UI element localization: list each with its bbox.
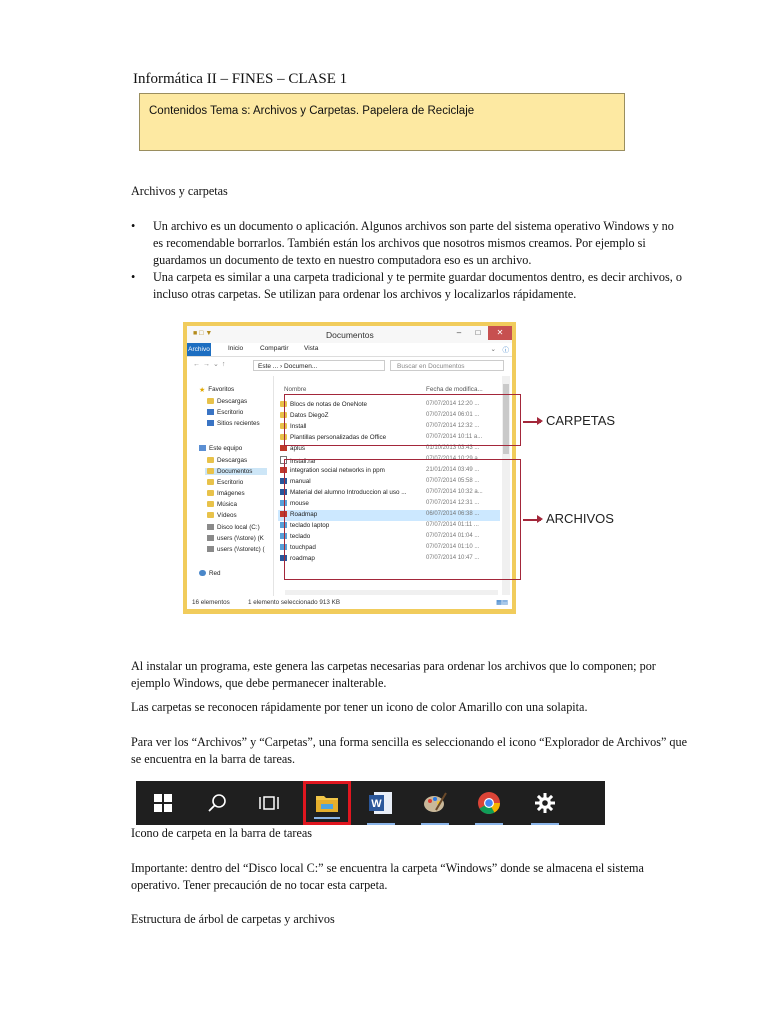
tab-inicio[interactable]: Inicio — [228, 345, 244, 352]
network-drive-icon — [207, 535, 214, 541]
search-input[interactable]: Buscar en Documentos — [390, 360, 504, 371]
window-title: Documentos — [326, 330, 374, 340]
tab-vista[interactable]: Vista — [304, 345, 319, 352]
folder-icon — [207, 512, 214, 518]
file-explorer-icon[interactable] — [303, 781, 351, 825]
files-highlight-box — [284, 459, 521, 580]
list-item[interactable]: touchpad 07/07/2014 01:10 ... — [278, 543, 500, 554]
folder-icon — [207, 398, 214, 404]
windows-start-icon[interactable] — [141, 781, 185, 825]
list-item[interactable]: Install.rar 07/07/2014 10:29 a... — [278, 455, 500, 466]
ribbon-tabs — [187, 343, 512, 357]
nav-item-este-equipo[interactable]: Este equipo — [199, 445, 242, 452]
arrow-right-icon — [523, 519, 541, 521]
taskbar-screenshot — [136, 781, 605, 825]
nav-item-escritorio-pc[interactable]: Escritorio — [207, 479, 243, 486]
document-title: Informática II – FINES – CLASE 1 — [133, 71, 348, 87]
nav-item-descargas[interactable]: Descargas — [207, 398, 247, 405]
list-item[interactable]: Datos DiegoZ 07/07/2014 06:01 ... — [278, 411, 500, 422]
column-header-date[interactable]: Fecha de modifica... — [426, 386, 483, 393]
section-heading: Archivos y carpetas — [131, 184, 228, 198]
nav-item-escritorio[interactable]: Escritorio — [207, 409, 243, 416]
star-icon: ★ — [199, 387, 206, 394]
view-toggle-icon[interactable]: ▦▤ — [496, 599, 508, 606]
nav-item-users-store[interactable]: users (\\store) (K — [207, 535, 264, 542]
minimize-button[interactable]: – — [456, 328, 462, 337]
contents-text: Contenidos Tema s: Archivos y Carpetas. Papelera de Reciclaje — [149, 105, 475, 117]
svg-text:W: W — [371, 798, 382, 810]
folder-icon — [207, 501, 214, 507]
list-item[interactable]: aplus 01/10/2013 03:43 ... — [278, 444, 500, 455]
task-view-icon[interactable] — [247, 781, 291, 825]
nav-item-sitios-recientes[interactable]: Sitios recientes — [207, 420, 260, 427]
important-paragraph: Importante: dentro del “Disco local C:” se encuentra la carpeta “Windows” donde se almacena el sistema operativo. Tener precaución de no tocar esta carpeta. — [131, 861, 644, 892]
settings-gear-icon[interactable] — [523, 781, 567, 825]
navigation-pane — [187, 376, 274, 596]
arrow-right-icon — [523, 421, 541, 423]
chrome-icon[interactable] — [467, 781, 511, 825]
list-item[interactable]: teclado laptop 07/07/2014 01:11 ... — [278, 521, 500, 532]
folder-icon — [207, 490, 214, 496]
bullet-list — [131, 218, 683, 303]
folder-icon — [207, 457, 214, 463]
bullet-item: • Un archivo es un documento o aplicación. Algunos archivos son parte del sistema operativo Windows y no es recomendable borrarlos. También están los archivos que nosotros mismos creamos. Por ejemplo si guardamos un documento de texto en nuestro computadora eso es un archivo. — [131, 218, 683, 269]
network-icon — [199, 570, 206, 576]
chevron-down-icon[interactable]: ⌄ — [490, 346, 496, 353]
status-bar — [187, 596, 512, 609]
list-item[interactable]: Material del alumno Introduccion al uso ... 07/07/2014 10:32 a... — [278, 488, 500, 499]
close-button[interactable]: ✕ — [488, 326, 512, 340]
explorer-paragraph: Para ver los “Archivos” y “Carpetas”, una forma sencilla es seleccionando el icono “Explorador de Archivos” que se encuentra en la barra de tareas. — [131, 735, 688, 766]
list-item-selected[interactable]: Roadmap 06/07/2014 06:38 ... — [278, 510, 500, 521]
navigation-bar — [187, 357, 512, 374]
nav-item-favoritos[interactable]: ★ Favoritos — [199, 386, 235, 394]
list-item[interactable]: integration social networks in ppm 21/01/2014 03:49 ... — [278, 466, 500, 477]
taskbar-caption: Icono de carpeta en la barra de tareas — [131, 826, 313, 840]
nav-item-musica[interactable]: Música — [207, 501, 237, 508]
nav-item-videos[interactable]: Vídeos — [207, 512, 237, 519]
contents-box — [139, 93, 625, 151]
disk-icon — [207, 524, 214, 530]
search-icon[interactable] — [195, 781, 239, 825]
desktop-icon — [207, 409, 214, 415]
nav-item-descargas-pc[interactable]: Descargas — [207, 457, 247, 464]
nav-item-disco-local[interactable]: Disco local (C:) — [207, 524, 260, 531]
help-icon[interactable]: ⓘ — [502, 347, 509, 354]
nav-item-documentos[interactable]: Documentos — [205, 468, 267, 475]
list-item[interactable]: teclado 07/07/2014 01:04 ... — [278, 532, 500, 543]
word-icon[interactable] — [359, 781, 403, 825]
title-bar — [187, 326, 512, 343]
nav-item-imagenes[interactable]: Imágenes — [207, 490, 245, 497]
network-drive-icon — [207, 546, 214, 552]
folder-icon — [207, 468, 214, 474]
paint-icon[interactable] — [413, 781, 457, 825]
column-header-name[interactable]: Nombre — [284, 386, 307, 393]
list-item[interactable]: Blocs de notas de OneNote 07/07/2014 12:20 ... — [278, 400, 500, 411]
folder-icon — [207, 479, 214, 485]
list-item[interactable]: roadmap 07/07/2014 10:47 ... — [278, 554, 500, 565]
callout-archivos: ARCHIVOS — [546, 511, 614, 526]
bullet-item: • Una carpeta es similar a una carpeta tradicional y te permite guardar documentos dentro, es decir archivos, o incluso otras carpetas. Se utilizan para ordenar los archivos y localizarlos rápidamente. — [131, 269, 683, 303]
maximize-button[interactable]: □ — [475, 328, 481, 337]
install-paragraph: Al instalar un programa, este genera las carpetas necesarias para ordenar los archivos que lo componen; por ejemplo Windows, que debe permanecer inalterable. — [131, 659, 656, 690]
nav-item-red[interactable]: Red — [199, 570, 221, 577]
list-item[interactable]: Plantillas personalizadas de Office 07/07/2014 10:11 a... — [278, 433, 500, 444]
recent-icon — [207, 420, 214, 426]
yellow-icon-paragraph: Las carpetas se reconocen rápidamente por tener un icono de color Amarillo con una solapita. — [131, 700, 588, 714]
list-item[interactable]: mouse 07/07/2014 12:31 ... — [278, 499, 500, 510]
list-item[interactable]: manual 07/07/2014 05:58 ... — [278, 477, 500, 488]
tab-archivo[interactable]: Archivo — [187, 343, 211, 356]
nav-item-users-storetc[interactable]: users (\\storetc) ( — [207, 546, 265, 553]
tree-heading: Estructura de árbol de carpetas y archivos — [131, 912, 335, 926]
selection-info: 1 elemento seleccionado 913 KB — [248, 599, 341, 606]
folders-highlight-box — [284, 394, 521, 446]
quick-access-folder-icon: ■ □ ▼ — [193, 330, 213, 337]
address-bar[interactable]: Este ... › Documen... — [253, 360, 385, 371]
horizontal-scrollbar[interactable] — [285, 590, 498, 595]
item-count: 16 elementos — [192, 599, 230, 606]
list-item[interactable]: Install 07/07/2014 12:32 ... — [278, 422, 500, 433]
computer-icon — [199, 445, 206, 451]
back-forward-up-icons[interactable]: ←→⌄↑ — [193, 361, 229, 368]
callout-carpetas: CARPETAS — [546, 413, 616, 428]
tab-compartir[interactable]: Compartir — [260, 345, 289, 352]
